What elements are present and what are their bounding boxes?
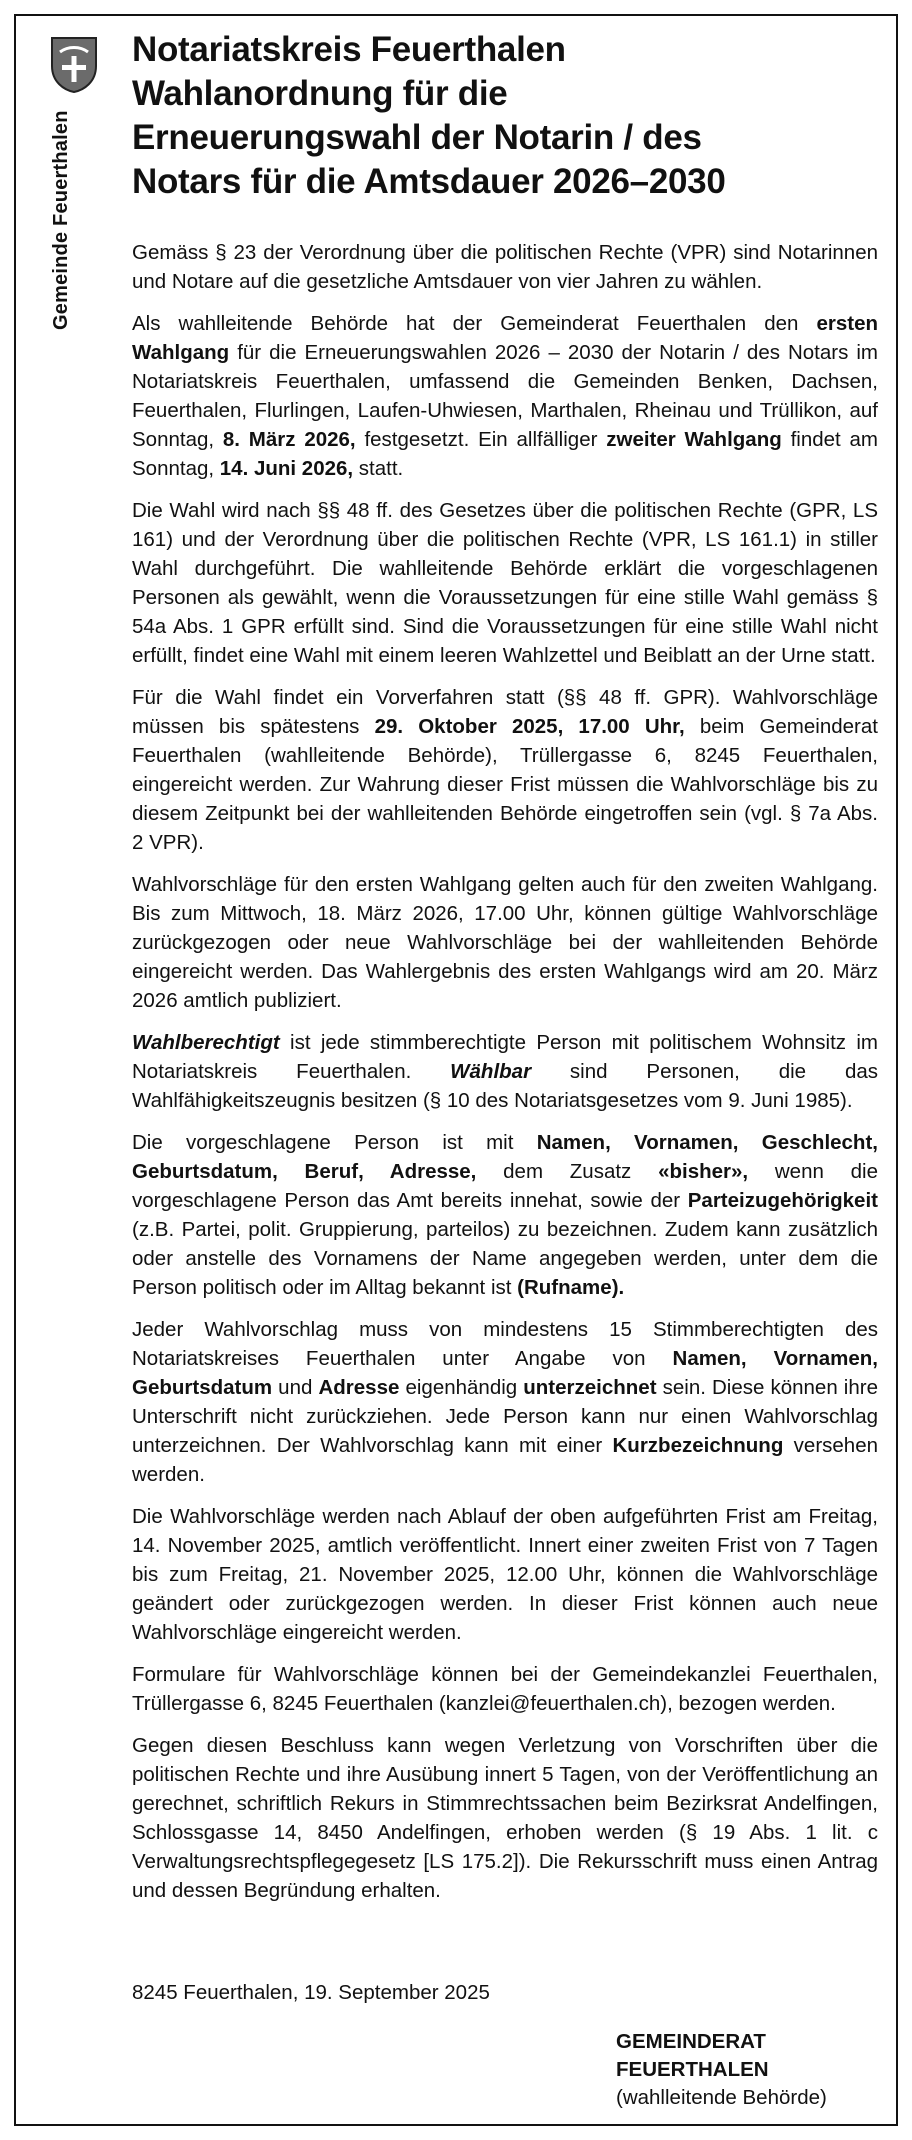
header: [132, 28, 872, 204]
emphasis: unterzeichnet: [523, 1376, 657, 1399]
emphasis: Kurzbezeichnung: [612, 1434, 784, 1457]
text: findet am Sonntag,: [132, 428, 879, 480]
paragraph-eligibility: [132, 1028, 878, 1115]
text: Für die Wahl findet ein Vorverfahren statt (§§ 48 ff. GPR). Wahlvorschläge müssen bis spätestens: [132, 686, 878, 738]
text: Jeder Wahlvorschlag muss von mindestens 15 Stimmberechtigten des Notariatskreises Feuerthalen unter Angabe von: [132, 1318, 878, 1370]
text: ist jede stimmberechtigte Person mit politischem Wohnsitz im Notariatskreis Feuerthalen.: [132, 1031, 878, 1083]
emphasis: Namen, Vornamen, Geburtsdatum: [132, 1347, 878, 1399]
paragraph-election-dates: [132, 309, 878, 483]
text: sein. Diese können ihre Unterschrift nicht zurückziehen. Jede Person kann nur einen Wahlvorschlag unterzeichnen. Der Wahlvorschlag kann mit einer: [132, 1376, 878, 1457]
place-and-date: 8245 Feuerthalen, 19. September 2025: [132, 1981, 490, 2004]
text: beim Gemeinderat Feuerthalen (wahlleitende Behörde), Trüllergasse 6, 8245 Feuerthalen, eingereicht werden. Zur Wahrung dieser Frist müssen die Wahlvorschläge bis zu diesem Zeitpunkt bei der wahlleitenden Behörde eingetroffen sein (vgl. § 7a Abs. 2 VPR).: [132, 715, 878, 854]
emphasis: Namen, Vornamen, Geschlecht, Geburtsdatum, Beruf, Adresse,: [132, 1131, 878, 1183]
paragraph-second-round: Wahlvorschläge für den ersten Wahlgang gelten auch für den zweiten Wahlgang. Bis zum Mittwoch, 18. März 2026, 17.00 Uhr, können gültige Wahlvorschläge zurückgezogen oder neue Wahlvorschläge bei der wahlleitenden Behörde eingereicht werden. Das Wahlergebnis des ersten Wahlgangs wird am 20. März 2026 amtlich publiziert.: [132, 873, 878, 1012]
paragraph-publication: Die Wahlvorschläge werden nach Ablauf der oben aufgeführten Frist am Freitag, 14. November 2025, amtlich veröffentlicht. Innert einer zweiten Frist von 7 Tagen bis zum Freitag, 21. November 2025, 12.00 Uhr, können die Wahlvorschläge geändert oder zurückgezogen werden. In dieser Frist können auch neue Wahlvorschläge eingereicht werden.: [132, 1505, 878, 1644]
text: Die vorgeschlagene Person ist mit: [132, 1131, 537, 1154]
emphasis: 8. März 2026,: [222, 428, 356, 451]
text: wenn die vorgeschlagene Person das Amt bereits innehat, sowie der: [132, 1160, 878, 1212]
text: (z.B. Partei, polit. Gruppierung, parteilos) zu bezeichnen. Zudem kann zusätzlich oder anstelle des Vornamens der Name angegeben werden, unter dem die Person politisch oder im Alltag bekannt ist: [132, 1218, 878, 1299]
text: Als wahlleitende Behörde hat der Gemeinderat Feuerthalen den: [132, 312, 817, 335]
text: festgesetzt. Ein allfälliger: [355, 428, 607, 451]
emphasis: 14. Juni 2026,: [219, 457, 354, 480]
municipality-vertical-label: Gemeinde Feuerthalen: [50, 110, 72, 330]
text: statt.: [353, 457, 404, 480]
paragraph-appeal: Gegen diesen Beschluss kann wegen Verletzung von Vorschriften über die politischen Rechte und ihre Ausübung innert 5 Tagen, von der Veröffentlichung an gerechnet, schriftlich Rekurs in Stimmrechtssachen beim Bezirksrat Andelfingen, Schlossgasse 14, 8450 Andelfingen, erhoben werden (§ 19 Abs. 1 lit. c Verwaltungsrechtspflegegesetz [LS 175.2]). Die Rekursschrift muss einen Antrag und dessen Begründung erhalten.: [132, 1734, 878, 1902]
emphasis: Wahlberechtigt: [132, 1031, 280, 1054]
emphasis: Wählbar: [450, 1060, 532, 1083]
signature-role: (wahlleitende Behörde): [616, 2086, 827, 2109]
text: sind Personen, die das Wahlfähigkeitszeugnis besitzen (§ 10 des Notariatsgesetzes vom 9. Juni 1985).: [132, 1060, 879, 1112]
emphasis: (Rufname).: [517, 1276, 625, 1299]
paragraph-signatures: [132, 1315, 878, 1489]
paragraph-legal-basis: Gemäss § 23 der Verordnung über die politischen Rechte (VPR) sind Notarinnen und Notare auf die gesetzliche Amtsdauer von vier Jahren zu wählen.: [132, 241, 878, 293]
organization-heading: Notariatskreis Feuerthalen: [132, 30, 566, 69]
title-line-2: Erneuerungswahl der Notarin / des: [132, 118, 702, 157]
emphasis: «bisher»,: [658, 1160, 749, 1183]
emphasis: 29. Oktober 2025, 17.00 Uhr,: [374, 715, 685, 738]
emphasis: zweiter Wahlgang: [606, 428, 782, 451]
text: und: [272, 1376, 319, 1399]
signature-block: [616, 2028, 876, 2112]
text: dem Zusatz: [476, 1160, 659, 1183]
paragraph-preliminary-procedure: [132, 683, 878, 857]
coat-of-arms-icon: [50, 36, 98, 94]
paragraph-silent-election: Die Wahl wird nach §§ 48 ff. des Gesetzes über die politischen Rechte (GPR, LS 161) und der Verordnung über die politischen Rechte (VPR, LS 161.1) in stiller Wahl durchgeführt. Die wahlleitende Behörde erklärt die vorgeschlagenen Personen als gewählt, wenn die Voraussetzungen für eine stille Wahl gemäss § 54a Abs. 1 GPR erfüllt sind. Sind die Voraussetzungen für eine stille Wahl nicht erfüllt, findet eine Wahl mit einem leeren Wahlzettel und Beiblatt an der Urne statt.: [132, 499, 878, 667]
paragraph-candidate-details: [132, 1128, 878, 1302]
text: eigenhändig: [399, 1376, 524, 1399]
emphasis: Parteizugehörigkeit: [687, 1189, 878, 1212]
notice-body: [132, 238, 878, 1918]
emphasis: Adresse: [318, 1376, 400, 1399]
title-line-1: Wahlanordnung für die: [132, 74, 508, 113]
paragraph-forms: Formulare für Wahlvorschläge können bei der Gemeindekanzlei Feuerthalen, Trüllergasse 6, 8245 Feuerthalen (kanzlei@feuerthalen.ch), bezogen werden.: [132, 1663, 878, 1715]
text: für die Erneuerungswahlen 2026 – 2030 der Notarin / des Notars im Notariatskreis Feuerthalen, umfassend die Gemeinden Benken, Dachsen, Feuerthalen, Flurlingen, Laufen-Uhwiesen, Marthalen, Rheinau und Trüllikon, auf Sonntag,: [132, 341, 878, 451]
text: versehen werden.: [132, 1434, 878, 1486]
title-line-3: Notars für die Amtsdauer 2026–2030: [132, 162, 726, 201]
emphasis: ersten Wahlgang: [132, 312, 878, 364]
signature-name: GEMEINDERAT FEUERTHALEN: [616, 2030, 769, 2081]
